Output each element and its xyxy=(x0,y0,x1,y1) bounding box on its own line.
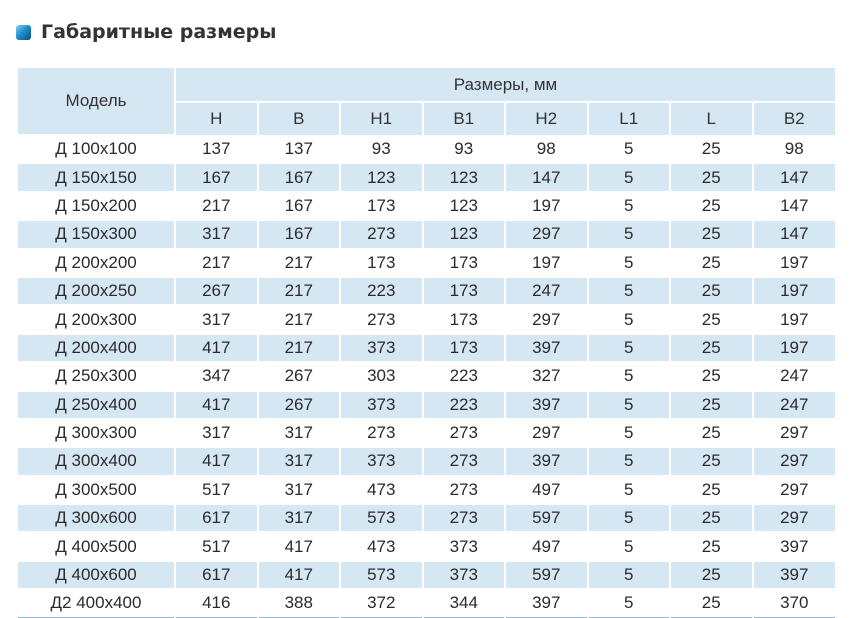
dimension-cell: 25 xyxy=(670,249,753,277)
dimension-cell: 247 xyxy=(505,277,588,305)
dimension-cell: 273 xyxy=(423,447,506,475)
bullet-square-icon xyxy=(16,25,31,40)
dimension-cell: 197 xyxy=(505,249,588,277)
model-cell: Д 100x100 xyxy=(18,135,175,163)
dimension-cell: 517 xyxy=(175,476,258,504)
table-row xyxy=(18,305,835,333)
dimension-cell: 5 xyxy=(588,249,671,277)
column-header-b: B xyxy=(258,102,341,135)
dimension-cell: 597 xyxy=(505,504,588,532)
dimension-cell: 25 xyxy=(670,476,753,504)
dimension-cell: 197 xyxy=(505,192,588,220)
dimension-cell: 5 xyxy=(588,504,671,532)
dimension-cell: 98 xyxy=(784,138,804,158)
dimension-cell: 25 xyxy=(670,561,753,589)
dimension-cell: 317 xyxy=(175,220,258,248)
column-header-b1: B1 xyxy=(423,102,506,135)
dimension-cell: 5 xyxy=(588,419,671,447)
dimension-cell: 397 xyxy=(505,447,588,475)
dimension-cell: 247 xyxy=(753,391,836,419)
dimension-cell: 297 xyxy=(505,220,588,248)
dimension-cell: 173 xyxy=(423,305,506,333)
dimension-cell: 173 xyxy=(340,192,423,220)
section-title: Габаритные размеры xyxy=(41,21,277,43)
dimension-cell: 167 xyxy=(175,163,258,191)
dimension-cell: 25 xyxy=(670,362,753,390)
dimension-cell: 397 xyxy=(505,589,588,617)
dimension-cell: 5 xyxy=(588,589,671,617)
column-header-h: H xyxy=(175,102,258,135)
dimension-cell: 217 xyxy=(258,277,341,305)
table-row xyxy=(18,163,835,191)
dimension-cell: 417 xyxy=(175,391,258,419)
dimension-cell: 273 xyxy=(340,419,423,447)
dimension-cell: 25 xyxy=(670,163,753,191)
dimension-cell: 617 xyxy=(175,561,258,589)
dimension-cell: 5 xyxy=(588,561,671,589)
dimension-cell: 173 xyxy=(423,249,506,277)
dimension-cell: 167 xyxy=(258,192,341,220)
dimension-cell: 273 xyxy=(340,305,423,333)
dimension-cell: 267 xyxy=(258,362,341,390)
dimension-cell: 147 xyxy=(753,163,836,191)
dimensions-table xyxy=(18,68,835,618)
dimension-cell: 25 xyxy=(670,504,753,532)
dimension-cell: 373 xyxy=(423,561,506,589)
dimensions-group-header: Размеры, мм xyxy=(175,68,835,102)
dimension-cell: 5 xyxy=(588,334,671,362)
dimension-cell: 217 xyxy=(258,305,341,333)
dimension-cell: 273 xyxy=(423,419,506,447)
dimension-cell: 5 xyxy=(588,192,671,220)
dimension-cell: 517 xyxy=(175,532,258,560)
dimension-cell: 297 xyxy=(753,504,836,532)
dimension-cell: 5 xyxy=(588,163,671,191)
dimension-cell: 317 xyxy=(175,419,258,447)
model-cell: Д 200x400 xyxy=(18,334,175,362)
model-cell: Д 300x300 xyxy=(18,419,175,447)
dimension-cell: 25 xyxy=(670,192,753,220)
dimension-cell: 5 xyxy=(588,447,671,475)
dimension-cell: 370 xyxy=(753,589,836,617)
model-cell: Д 400x500 xyxy=(18,532,175,560)
model-cell: Д 300x600 xyxy=(18,504,175,532)
table-row xyxy=(18,362,835,390)
dimension-cell: 25 xyxy=(670,334,753,362)
dimension-cell: 137 xyxy=(258,135,341,163)
dimension-cell: 217 xyxy=(175,249,258,277)
dimension-cell: 573 xyxy=(340,561,423,589)
model-cell: Д 150x200 xyxy=(18,192,175,220)
dimension-cell: 197 xyxy=(753,305,836,333)
dimension-cell: 5 xyxy=(588,135,671,163)
model-cell: Д 200x300 xyxy=(18,305,175,333)
table-row xyxy=(18,476,835,504)
table-row xyxy=(18,504,835,532)
column-header-b2: B2 xyxy=(753,102,836,135)
dimension-cell: 267 xyxy=(258,391,341,419)
dimension-cell: 217 xyxy=(175,192,258,220)
dimension-cell: 25 xyxy=(670,447,753,475)
dimension-cell: 344 xyxy=(423,589,506,617)
dimension-cell: 25 xyxy=(670,135,753,163)
dimension-cell: 317 xyxy=(175,305,258,333)
dimension-cell: 25 xyxy=(670,220,753,248)
dimension-cell: 173 xyxy=(423,334,506,362)
dimension-cell: 573 xyxy=(340,504,423,532)
dimension-cell: 473 xyxy=(340,476,423,504)
dimension-cell: 223 xyxy=(423,362,506,390)
dimension-cell: 25 xyxy=(670,391,753,419)
dimension-cell: 5 xyxy=(588,220,671,248)
dimension-cell: 397 xyxy=(505,391,588,419)
dimension-cell: 372 xyxy=(340,589,423,617)
dimension-cell: 317 xyxy=(258,504,341,532)
dimension-cell: 373 xyxy=(423,532,506,560)
dimension-cell: 197 xyxy=(753,249,836,277)
model-cell: Д 150x300 xyxy=(18,220,175,248)
column-header-h1: H1 xyxy=(340,102,423,135)
dimension-cell: 217 xyxy=(258,334,341,362)
model-cell: Д 300x500 xyxy=(18,476,175,504)
column-header-l1: L1 xyxy=(588,102,671,135)
dimension-cell: 137 xyxy=(175,135,258,163)
dimension-cell: 397 xyxy=(753,532,836,560)
dimension-cell: 197 xyxy=(753,334,836,362)
dimension-cell: 373 xyxy=(340,334,423,362)
model-cell: Д 250x300 xyxy=(18,362,175,390)
dimension-cell: 317 xyxy=(258,476,341,504)
dimension-cell: 247 xyxy=(753,362,836,390)
table-row xyxy=(18,589,835,617)
dimension-cell: 617 xyxy=(175,504,258,532)
dimension-cell: 417 xyxy=(175,334,258,362)
dimension-cell: 317 xyxy=(258,447,341,475)
dimension-cell: 25 xyxy=(670,589,753,617)
model-cell: Д 200x200 xyxy=(18,249,175,277)
dimension-cell: 167 xyxy=(258,220,341,248)
dimension-cell: 25 xyxy=(670,419,753,447)
table-row xyxy=(18,447,835,475)
table-row xyxy=(18,334,835,362)
dimension-cell: 417 xyxy=(258,561,341,589)
dimension-cell: 93 xyxy=(423,135,506,163)
dimension-cell: 5 xyxy=(588,362,671,390)
dimension-cell: 317 xyxy=(258,419,341,447)
dimension-cell: 123 xyxy=(340,163,423,191)
dimension-cell: 98 xyxy=(505,135,588,163)
dimension-cell: 397 xyxy=(753,561,836,589)
dimension-cell: 5 xyxy=(588,305,671,333)
table-row xyxy=(18,220,835,248)
dimension-cell: 303 xyxy=(340,362,423,390)
dimension-cell: 327 xyxy=(505,362,588,390)
dimension-cell: 473 xyxy=(340,532,423,560)
dimension-cell: 297 xyxy=(505,305,588,333)
dimension-cell: 173 xyxy=(340,249,423,277)
dimension-cell: 297 xyxy=(753,476,836,504)
dimension-cell: 273 xyxy=(423,504,506,532)
dimension-cell: 416 xyxy=(175,589,258,617)
dimension-cell: 25 xyxy=(670,305,753,333)
dimension-cell: 25 xyxy=(670,532,753,560)
dimension-cell: 123 xyxy=(423,192,506,220)
dimension-cell: 417 xyxy=(175,447,258,475)
dimension-cell: 5 xyxy=(588,391,671,419)
dimension-cell: 297 xyxy=(753,447,836,475)
dimension-cell: 5 xyxy=(588,532,671,560)
table-row xyxy=(18,532,835,560)
table-body xyxy=(18,135,835,617)
dimension-cell: 273 xyxy=(340,220,423,248)
dimension-cell: 93 xyxy=(340,135,423,163)
dimension-cell: 123 xyxy=(423,163,506,191)
dimension-cell: 273 xyxy=(423,476,506,504)
model-cell: Д 150x150 xyxy=(18,163,175,191)
column-header-l: L xyxy=(670,102,753,135)
header-row-group xyxy=(18,68,835,102)
table-row xyxy=(18,249,835,277)
dimension-cell: 347 xyxy=(175,362,258,390)
dimension-cell: 167 xyxy=(258,163,341,191)
model-cell: Д 400x600 xyxy=(18,561,175,589)
dimension-cell: 25 xyxy=(670,277,753,305)
dimension-cell: 497 xyxy=(505,532,588,560)
dimension-cell: 373 xyxy=(340,447,423,475)
dimension-cell: 217 xyxy=(258,249,341,277)
dimension-cell: 147 xyxy=(505,163,588,191)
model-cell: Д2 400x400 xyxy=(18,589,175,617)
table-row xyxy=(18,135,835,163)
model-cell: Д 200x250 xyxy=(18,277,175,305)
section-header xyxy=(16,18,276,46)
dimension-cell: 297 xyxy=(505,419,588,447)
table-row xyxy=(18,391,835,419)
dimension-cell: 497 xyxy=(505,476,588,504)
dimension-cell: 173 xyxy=(423,277,506,305)
table-row xyxy=(18,419,835,447)
dimension-cell: 147 xyxy=(753,220,836,248)
model-cell: Д 300x400 xyxy=(18,447,175,475)
column-header-h2: H2 xyxy=(505,102,588,135)
dimension-cell: 223 xyxy=(340,277,423,305)
dimension-cell: 5 xyxy=(588,277,671,305)
model-cell: Д 250x400 xyxy=(18,391,175,419)
dimension-cell: 147 xyxy=(753,192,836,220)
dimension-cell: 388 xyxy=(258,589,341,617)
model-column-header: Модель xyxy=(18,68,175,135)
dimension-cell: 373 xyxy=(340,391,423,419)
dimension-cell: 397 xyxy=(505,334,588,362)
dimension-cell: 267 xyxy=(175,277,258,305)
dimension-cell: 5 xyxy=(588,476,671,504)
table-row xyxy=(18,277,835,305)
dimension-cell: 197 xyxy=(753,277,836,305)
dimension-cell: 417 xyxy=(258,532,341,560)
table-row xyxy=(18,561,835,589)
table-row xyxy=(18,192,835,220)
dimension-cell: 123 xyxy=(423,220,506,248)
dimension-cell: 597 xyxy=(505,561,588,589)
dimension-cell: 223 xyxy=(423,391,506,419)
dimension-cell: 297 xyxy=(753,419,836,447)
